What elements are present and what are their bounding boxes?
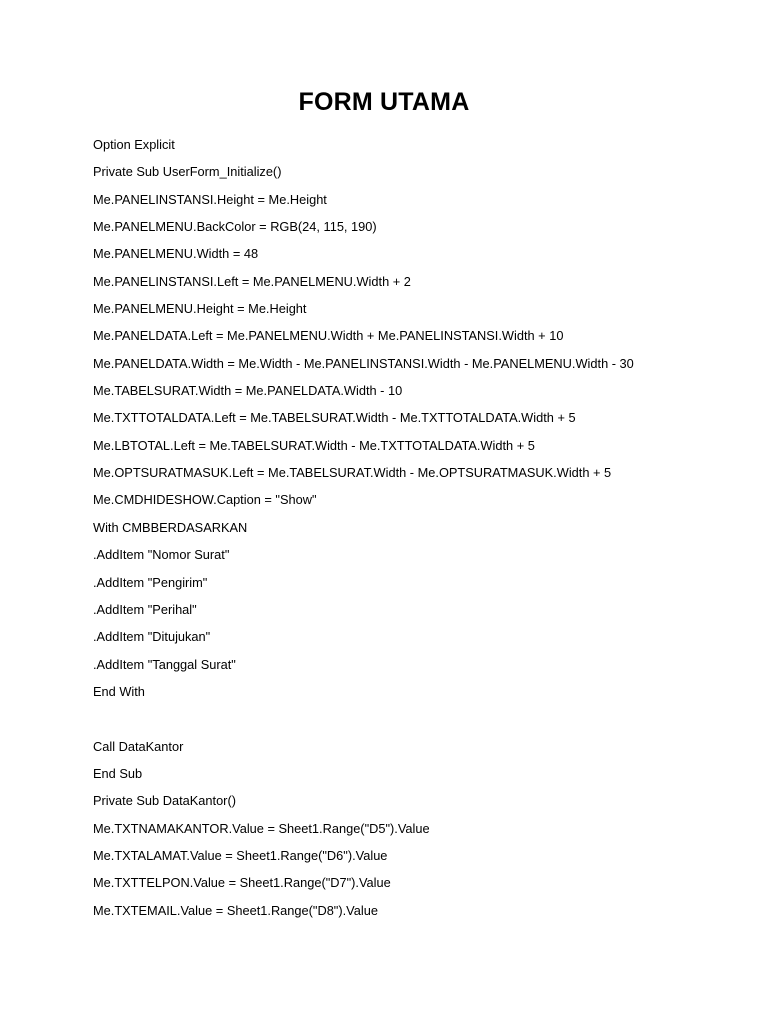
- code-line: End With: [93, 683, 145, 699]
- code-line: Me.TXTTELPON.Value = Sheet1.Range("D7").Value: [93, 875, 391, 891]
- code-line: Me.CMDHIDESHOW.Caption = "Show": [93, 492, 317, 508]
- code-line: [93, 707, 753, 734]
- code-line: Me.OPTSURATMASUK.Left = Me.TABELSURAT.Width - Me.OPTSURATMASUK.Width + 5: [93, 465, 612, 481]
- code-line: Me.TXTALAMAT.Value = Sheet1.Range("D6").Value: [93, 847, 388, 863]
- code-line: Me.PANELMENU.BackColor = RGB(24, 115, 190): [93, 219, 377, 235]
- code-line: Me.TXTEMAIL.Value = Sheet1.Range("D8").Value: [93, 902, 378, 918]
- code-line: Call DataKantor: [93, 738, 184, 754]
- code-line: Me.TXTNAMAKANTOR.Value = Sheet1.Range("D5").Value: [93, 820, 430, 836]
- document-title: FORM UTAMA: [298, 88, 470, 116]
- code-line: Me.PANELMENU.Height = Me.Height: [93, 301, 307, 317]
- code-line: .AddItem "Nomor Surat": [93, 547, 230, 563]
- code-line: Me.PANELINSTANSI.Height = Me.Height: [93, 191, 327, 207]
- code-line: End Sub: [93, 765, 143, 781]
- code-line: .AddItem "Tanggal Surat": [93, 656, 236, 672]
- code-listing: [93, 133, 753, 926]
- code-line: Me.PANELDATA.Width = Me.Width - Me.PANELINSTANSI.Width - Me.PANELMENU.Width - 30: [93, 355, 634, 371]
- code-line: Me.PANELINSTANSI.Left = Me.PANELMENU.Width + 2: [93, 273, 411, 289]
- code-line: .AddItem "Ditujukan": [93, 629, 211, 645]
- code-line: Me.TABELSURAT.Width = Me.PANELDATA.Width - 10: [93, 383, 403, 399]
- code-line: .AddItem "Perihal": [93, 601, 197, 617]
- code-line: Private Sub DataKantor(): [93, 793, 236, 809]
- code-line: With CMBBERDASARKAN: [93, 519, 248, 535]
- code-line: Me.TXTTOTALDATA.Left = Me.TABELSURAT.Width - Me.TXTTOTALDATA.Width + 5: [93, 410, 576, 426]
- code-line: Me.PANELMENU.Width = 48: [93, 246, 259, 262]
- code-line: Me.PANELDATA.Left = Me.PANELMENU.Width + Me.PANELINSTANSI.Width + 10: [93, 328, 564, 344]
- code-line: .AddItem "Pengirim": [93, 574, 208, 590]
- code-line: Private Sub UserForm_Initialize(): [93, 164, 282, 180]
- code-line: Option Explicit: [93, 137, 175, 152]
- code-line: Me.LBTOTAL.Left = Me.TABELSURAT.Width - Me.TXTTOTALDATA.Width + 5: [93, 437, 535, 453]
